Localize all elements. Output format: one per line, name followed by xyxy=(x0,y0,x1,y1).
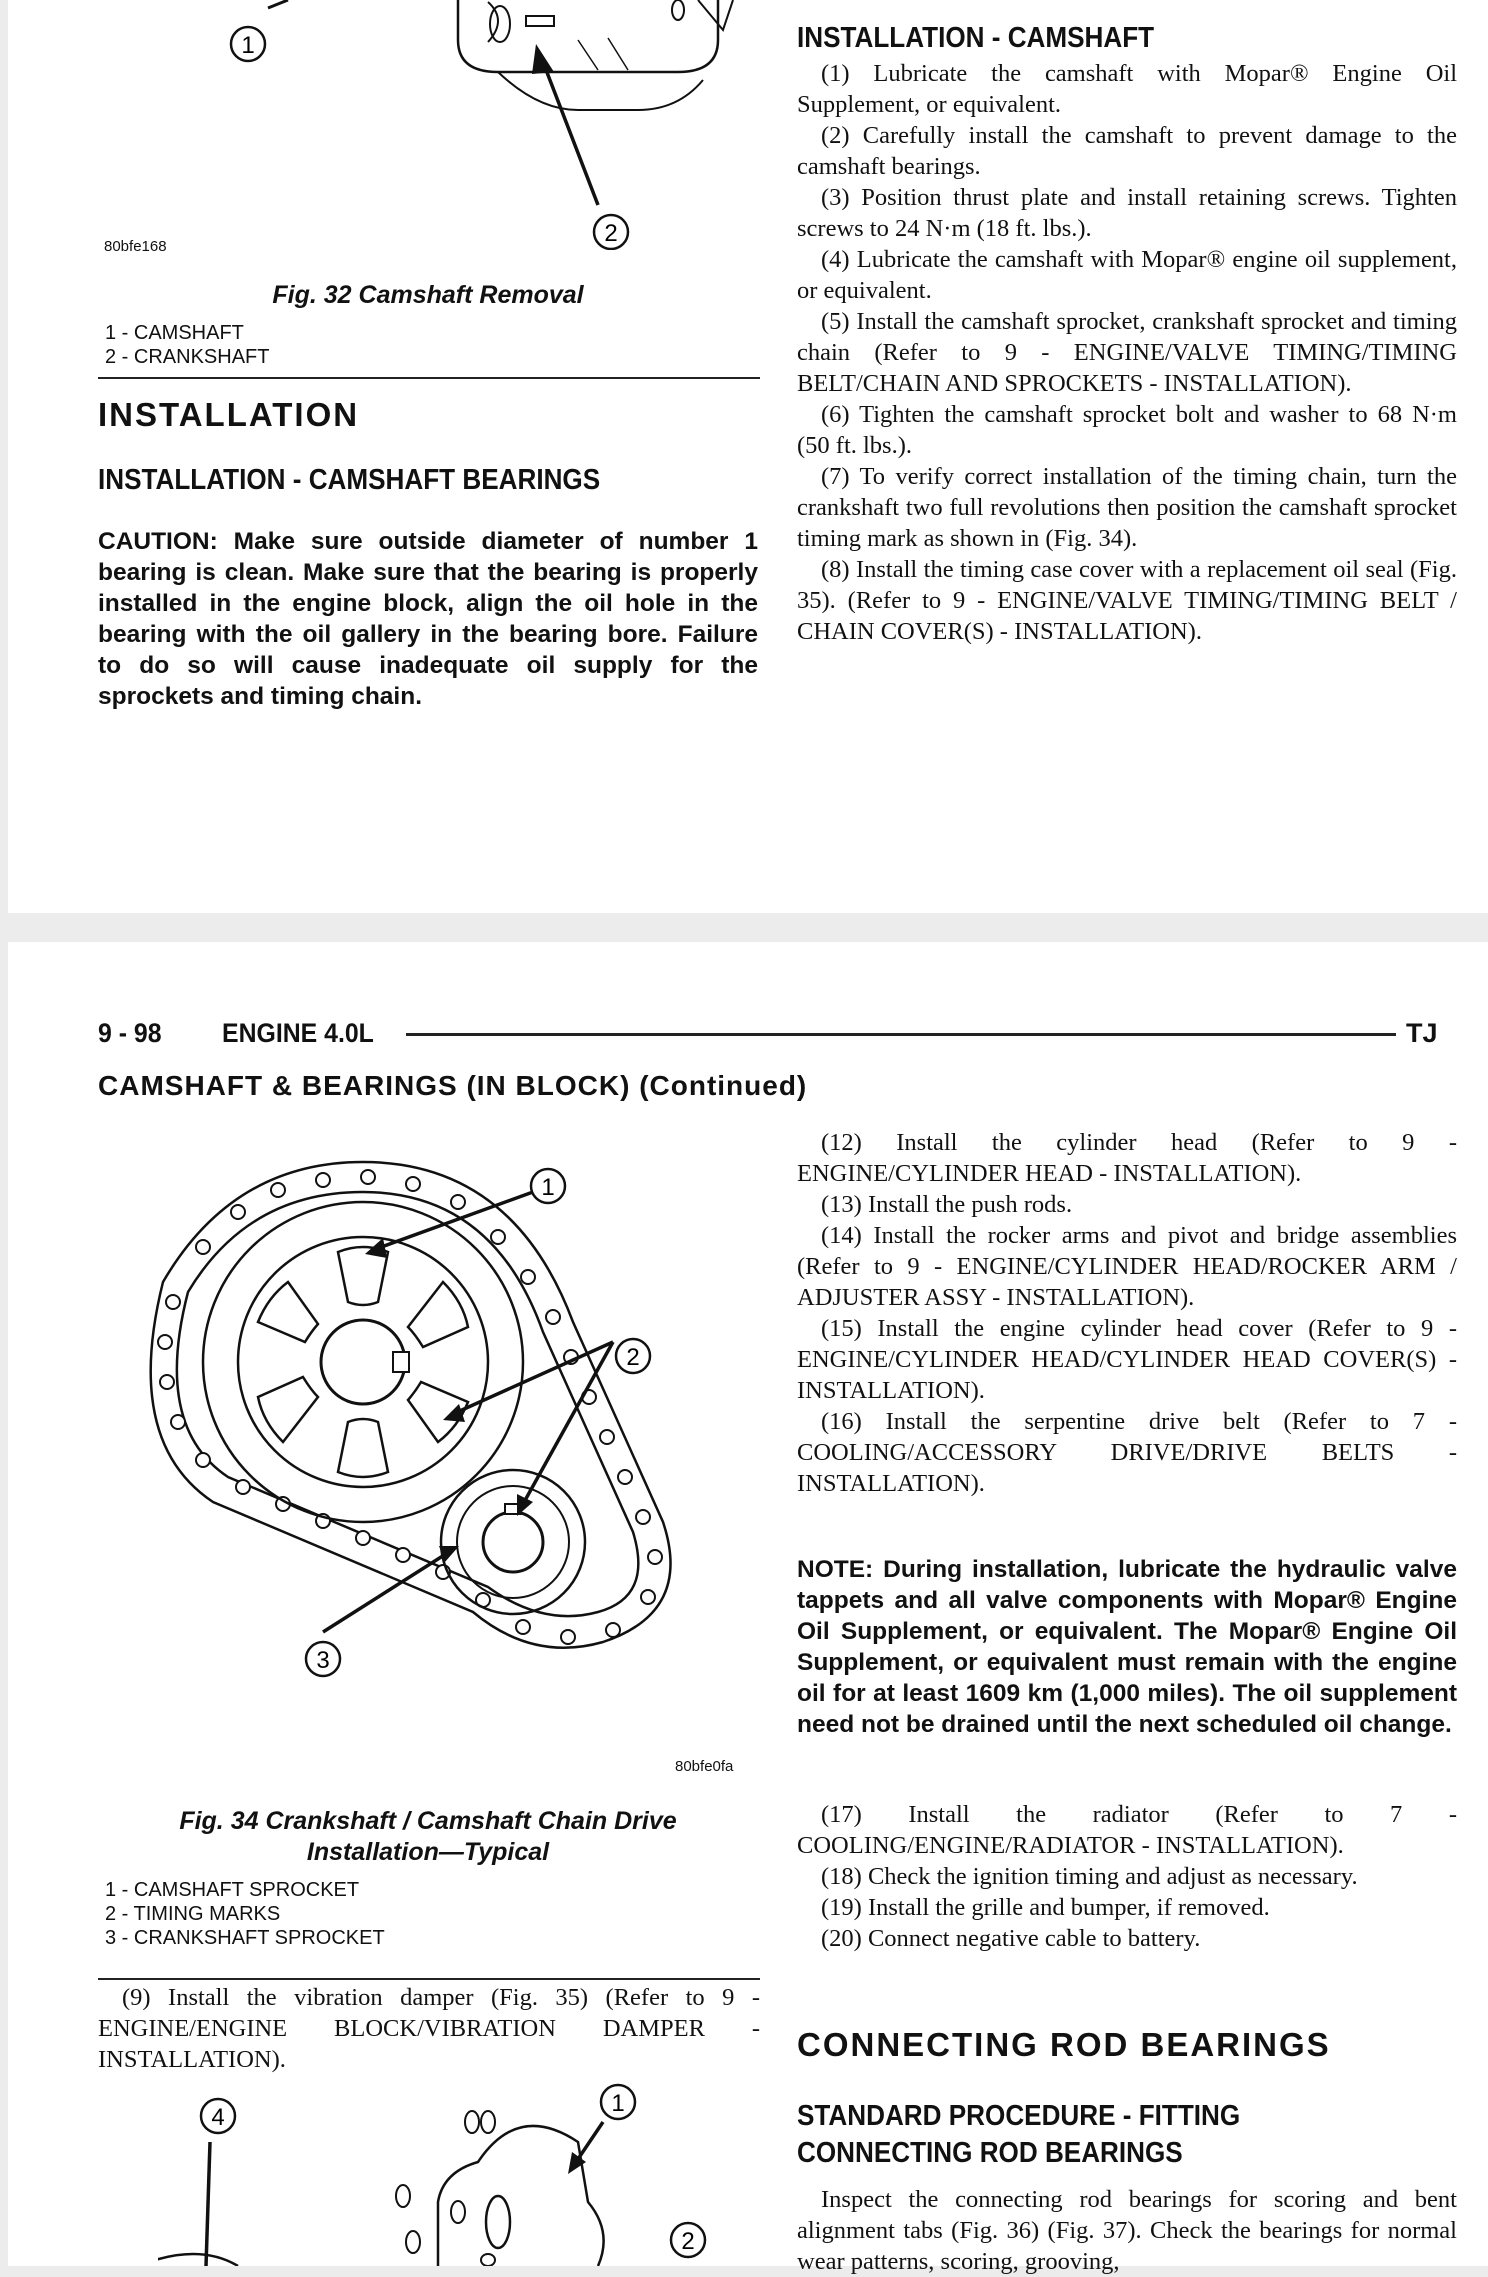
fig32-callout-2: 2 xyxy=(604,220,618,247)
fig34-callout-1: 1 xyxy=(541,1174,555,1201)
note-text: NOTE: During installation, lubricate the hydraulic valve tappets and all valve components with Mopar® Engine Oil Supplement, or equivalent. The Mopar® Engine Oil Supplement, or equivalent must remain with the engine oil for at least 1609 km (1,000 miles). The oil supplement need not be drained until the next scheduled oil change. xyxy=(797,1556,1457,1738)
step: (17) Install the radiator (Refer to 7 - COOLING/ENGINE/RADIATOR - INSTALLATION). xyxy=(797,1801,1457,1859)
fig34-legend-item: 3 - CRANKSHAFT SPROCKET xyxy=(105,1927,385,1949)
step: (7) To verify correct installation of the timing chain, turn the crankshaft two full revolutions then position the camshaft sprocket timing mark as shown in (Fig. 34). xyxy=(797,463,1457,552)
step: (8) Install the timing case cover with a replacement oil seal (Fig. 35). (Refer to 9 - ENGINE/VALVE TIMING/TIMING BELT / CHAIN COVER(S) - INSTALLATION). xyxy=(797,556,1457,645)
fig35-callout-2: 2 xyxy=(681,2228,695,2255)
connecting-rod-bearings-heading: CONNECTING ROD BEARINGS xyxy=(797,2026,1331,2063)
camshaft-bearings-heading: INSTALLATION - CAMSHAFT BEARINGS xyxy=(98,464,601,496)
fig34-caption-line: Installation—Typical xyxy=(306,1838,550,1866)
fig32-code: 80bfe168 xyxy=(104,238,167,255)
manual-page-1 xyxy=(8,0,1488,913)
fig34-caption xyxy=(98,1806,758,1868)
fig34-code: 80bfe0fa xyxy=(675,1758,734,1775)
fig32-callout-1: 1 xyxy=(241,32,255,59)
fig32-camshaft-removal-illustration xyxy=(158,0,758,250)
fig34-caption-line: Fig. 34 Crankshaft / Camshaft Chain Drive xyxy=(179,1807,677,1835)
inspect-text: Inspect the connecting rod bearings for scoring and bent alignment tabs (Fig. 36) (Fig. 37). Check the bearings for normal wear patterns, scoring, grooving, xyxy=(797,2186,1457,2275)
step: (4) Lubricate the camshaft with Mopar® engine oil supplement, or equivalent. xyxy=(797,246,1457,304)
divider xyxy=(98,377,760,379)
page-header-model: TJ xyxy=(1406,1018,1438,1048)
reassembly-steps xyxy=(797,1127,1457,1499)
step: (2) Carefully install the camshaft to prevent damage to the camshaft bearings. xyxy=(797,122,1457,180)
fig34-chain-drive-illustration xyxy=(103,1142,763,1702)
header-rule xyxy=(406,1033,1396,1036)
fig34-legend-item: 1 - CAMSHAFT SPROCKET xyxy=(105,1879,360,1901)
step: (1) Lubricate the camshaft with Mopar® Engine Oil Supplement, or equivalent. xyxy=(797,60,1457,118)
fig32-legend-item: 1 - CAMSHAFT xyxy=(105,322,244,344)
standard-procedure-heading xyxy=(797,2098,1240,2172)
step: (18) Check the ignition timing and adjust as necessary. xyxy=(821,1863,1358,1890)
standard-procedure-heading-line: CONNECTING ROD BEARINGS xyxy=(797,2137,1183,2169)
step: (20) Connect negative cable to battery. xyxy=(821,1925,1201,1952)
step: (12) Install the cylinder head (Refer to 9 - ENGINE/CYLINDER HEAD - INSTALLATION). xyxy=(797,1129,1457,1187)
fig32-caption: Fig. 32 Camshaft Removal xyxy=(272,281,584,309)
standard-procedure-heading-line: STANDARD PROCEDURE - FITTING xyxy=(797,2100,1241,2132)
fig34-callout-2: 2 xyxy=(626,1344,640,1371)
camshaft-install-steps xyxy=(797,58,1457,647)
fig32-legend-item: 2 - CRANKSHAFT xyxy=(105,346,270,368)
step: (6) Tighten the camshaft sprocket bolt and washer to 68 N·m (50 ft. lbs.). xyxy=(797,401,1457,459)
step-9: (9) Install the vibration damper (Fig. 35) (Refer to 9 - ENGINE/ENGINE BLOCK/VIBRATION DAMPER - INSTALLATION). xyxy=(98,1984,760,2073)
final-steps xyxy=(797,1799,1457,1954)
manual-page-2 xyxy=(8,942,1488,2275)
fig34-legend-item: 2 - TIMING MARKS xyxy=(105,1903,281,1925)
divider xyxy=(98,1978,760,1980)
step: (5) Install the camshaft sprocket, crankshaft sprocket and timing chain (Refer to 9 - ENGINE/VALVE TIMING/TIMING BELT/CHAIN AND SPROCKETS - INSTALLATION). xyxy=(797,308,1457,397)
page-header-number: 9 - 98 xyxy=(98,1018,162,1048)
step: (14) Install the rocker arms and pivot and bridge assemblies (Refer to 9 - ENGINE/CYLINDER HEAD/ROCKER ARM / ADJUSTER ASSY - INSTALLATION). xyxy=(797,1222,1457,1311)
step: (15) Install the engine cylinder head cover (Refer to 9 - ENGINE/CYLINDER HEAD/CYLINDER HEAD COVER(S) - INSTALLATION). xyxy=(797,1315,1457,1404)
fig34-legend xyxy=(105,1878,385,1950)
page-header-title: ENGINE 4.0L xyxy=(222,1018,374,1048)
fig35-callout-4: 4 xyxy=(211,2104,225,2131)
installation-heading: INSTALLATION xyxy=(98,396,360,433)
step: (19) Install the grille and bumper, if removed. xyxy=(821,1894,1270,1921)
fig35-callout-1: 1 xyxy=(611,2090,625,2117)
fig34-callout-3: 3 xyxy=(316,1647,330,1674)
fig32-legend xyxy=(105,321,269,369)
step: (16) Install the serpentine drive belt (Refer to 7 - COOLING/ACCESSORY DRIVE/DRIVE BELTS - INSTALLATION). xyxy=(797,1408,1457,1497)
step: (3) Position thrust plate and install retaining screws. Tighten screws to 24 N·m (18 ft. lbs.). xyxy=(797,184,1457,242)
installation-camshaft-heading: INSTALLATION - CAMSHAFT xyxy=(797,22,1155,54)
step: (13) Install the push rods. xyxy=(821,1191,1073,1218)
section-title: CAMSHAFT & BEARINGS (IN BLOCK) (Continued) xyxy=(98,1070,808,1101)
fig35-timing-cover-illustration xyxy=(158,2082,718,2266)
caution-text: CAUTION: Make sure outside diameter of number 1 bearing is clean. Make sure that the bearing is properly installed in the engine block, align the oil hole in the bearing with the oil gallery in the bearing bore. Failure to do so will cause inadequate oil supply for the sprockets and timing chain. xyxy=(98,528,758,710)
